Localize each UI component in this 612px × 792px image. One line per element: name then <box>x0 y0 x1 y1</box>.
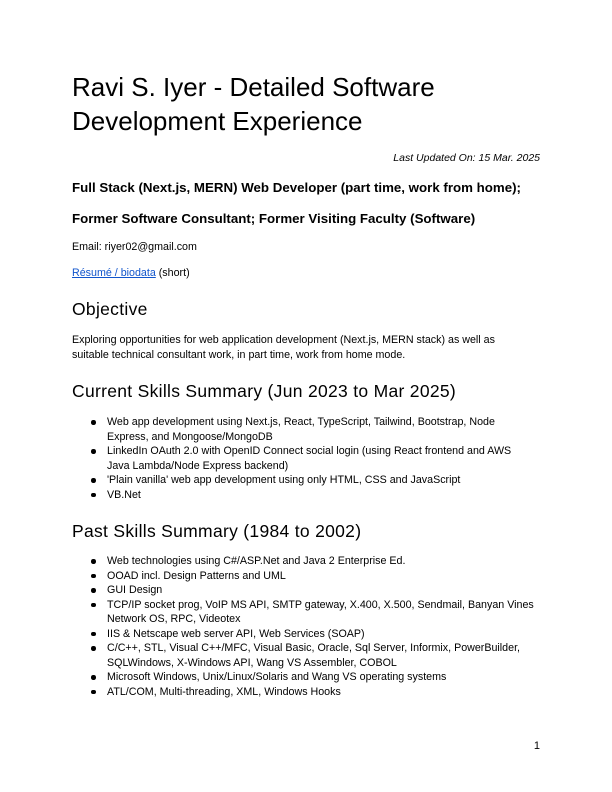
list-item: OOAD incl. Design Patterns and UML <box>107 569 552 584</box>
email: Email: riyer02@gmail.com <box>72 241 197 253</box>
list-item: VB.Net <box>107 488 528 503</box>
list-item: GUI Design <box>107 583 552 598</box>
last-updated: Last Updated On: 15 Mar. 2025 <box>393 152 540 164</box>
subtitle-former-roles: Former Software Consultant; Former Visiting Faculty (Software) <box>72 211 476 226</box>
document-title: Ravi S. Iyer - Detailed Software Development Experience <box>72 72 435 136</box>
current-skills-list <box>72 415 528 502</box>
list-item: TCP/IP socket prog, VoIP MS API, SMTP gateway, X.400, X.500, Sendmail, Banyan Vines Network OS, RPC, Videotex <box>107 598 552 627</box>
list-item: LinkedIn OAuth 2.0 with OpenID Connect social login (using React frontend and AWS Java Lambda/Node Express backend) <box>107 444 528 473</box>
objective-text: Exploring opportunities for web application development (Next.js, MERN stack) as well as suitable technical consultant work, in part time, work from home mode. <box>72 334 495 361</box>
list-item: Microsoft Windows, Unix/Linux/Solaris and Wang VS operating systems <box>107 670 552 685</box>
resume-link[interactable]: Résumé / biodata <box>72 267 156 279</box>
resume-suffix: (short) <box>155 267 190 279</box>
list-item: Web app development using Next.js, React, TypeScript, Tailwind, Bootstrap, Node Express, and Mongoose/MongoDB <box>107 415 528 444</box>
past-skills-list <box>72 554 552 699</box>
list-item: Web technologies using C#/ASP.Net and Java 2 Enterprise Ed. <box>107 554 552 569</box>
objective-heading: Objective <box>72 299 148 319</box>
list-item: IIS & Netscape web server API, Web Services (SOAP) <box>107 627 552 642</box>
list-item: C/C++, STL, Visual C++/MFC, Visual Basic, Oracle, Sql Server, Informix, PowerBuilder, SQLWindows, X-Windows API, Wang VS Assembler, COBOL <box>107 641 552 670</box>
resume-line <box>72 266 540 281</box>
list-item: ATL/COM, Multi-threading, XML, Windows Hooks <box>107 685 552 700</box>
list-item: 'Plain vanilla' web app development using only HTML, CSS and JavaScript <box>107 473 528 488</box>
current-skills-heading: Current Skills Summary (Jun 2023 to Mar 2025) <box>72 381 457 401</box>
page-number: 1 <box>533 740 540 752</box>
past-skills-heading: Past Skills Summary (1984 to 2002) <box>72 521 362 541</box>
subtitle-current-role: Full Stack (Next.js, MERN) Web Developer (part time, work from home); <box>72 180 521 195</box>
